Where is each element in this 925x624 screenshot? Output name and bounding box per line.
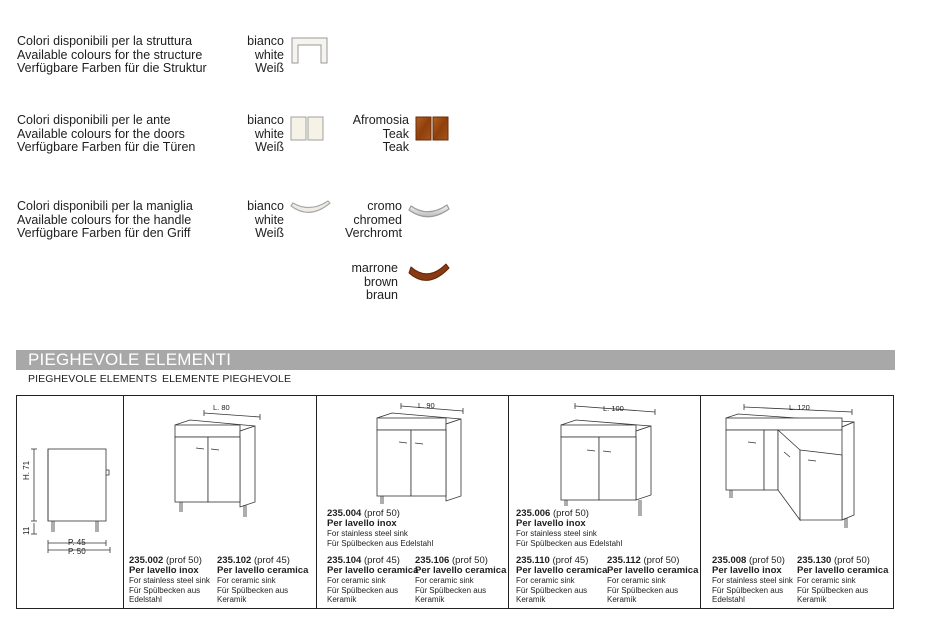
structure-white-swatch xyxy=(290,36,330,66)
product-235-102: 235.102 (prof 45) Per lavello ceramica For ceramic sink Für Spülbecken aus Keramik xyxy=(217,555,309,604)
cabinet-l90-width: L. 90 xyxy=(418,401,435,410)
handle-label: Colori disponibili per la maniglia Available colours for the handle Verfügbare Farben für den Griff xyxy=(17,199,193,240)
doors-label: Colori disponibili per le ante Available colours for the doors Verfügbare Farben für die Türen xyxy=(17,113,196,154)
handle-option-chrome-label: cromo chromed Verchromt xyxy=(345,199,402,240)
product-235-130: 235.130 (prof 50) Per lavello ceramica For ceramic sink Für Spülbecken aus Keramik xyxy=(797,555,889,604)
product-235-002: 235.002 (prof 50) Per lavello inox For stainless steel sink Für Spülbecken aus Edelstahl xyxy=(129,555,210,604)
cabinet-l90-drawing xyxy=(365,400,470,505)
cabinet-l80-width: L. 80 xyxy=(213,403,230,412)
handle-brown-swatch xyxy=(406,260,452,290)
handle-option-white-label: bianco white Weiß xyxy=(247,199,284,240)
cabinet-l120-drawing xyxy=(718,400,858,530)
table-divider xyxy=(123,395,124,609)
section-title: PIEGHEVOLE ELEMENTI xyxy=(28,350,232,369)
table-divider xyxy=(700,395,701,609)
dim-base: 11 xyxy=(22,526,31,535)
cabinet-l100-drawing xyxy=(555,400,665,520)
product-235-008: 235.008 (prof 50) Per lavello inox For stainless steel sink Für Spülbecken aus Edelstahl xyxy=(712,555,793,604)
table-divider xyxy=(316,395,317,609)
section-subtitle-de: ELEMENTE PIEGHEVOLE xyxy=(162,373,292,385)
dim-depth-45: P. 45 xyxy=(68,538,86,547)
product-235-006: 235.006 (prof 50) Per lavello inox For stainless steel sink Für Spülbecken aus Edelstahl xyxy=(516,508,623,548)
doors-teak-swatch xyxy=(415,116,451,142)
cabinet-l80-drawing xyxy=(160,400,270,520)
handle-white-swatch xyxy=(288,198,334,224)
section-banner xyxy=(16,350,895,370)
product-235-104: 235.104 (prof 45) Per lavello ceramica For ceramic sink Für Spülbecken aus Keramik xyxy=(327,555,419,604)
doors-option-white-label: bianco white Weiß xyxy=(247,113,284,154)
product-235-112: 235.112 (prof 50) Per lavello ceramica For ceramic sink Für Spülbecken aus Keramik xyxy=(607,555,699,604)
doors-white-swatch xyxy=(290,116,326,142)
table-divider xyxy=(508,395,509,609)
dim-depth-50: P. 50 xyxy=(68,547,86,556)
cabinet-l120-width: L. 120 xyxy=(789,403,810,412)
doors-option-teak-label: Afromosia Teak Teak xyxy=(352,113,409,154)
structure-option-white-label: bianco white Weiß xyxy=(247,34,284,75)
product-235-004: 235.004 (prof 50) Per lavello inox For stainless steel sink Für Spülbecken aus Edelstahl xyxy=(327,508,434,548)
section-subtitle-en: PIEGHEVOLE ELEMENTS xyxy=(28,373,158,385)
handle-chrome-swatch xyxy=(406,201,452,227)
handle-option-brown-label: marrone brown braun xyxy=(351,261,398,302)
dim-height: H. 71 xyxy=(22,460,31,480)
structure-label: Colori disponibili per la struttura Available colours for the structure Verfügbare Farben für die Struktur xyxy=(17,34,207,75)
cabinet-l100-width: L. 100 xyxy=(603,404,624,413)
product-235-106: 235.106 (prof 50) Per lavello ceramica For ceramic sink Für Spülbecken aus Keramik xyxy=(415,555,507,604)
product-235-110: 235.110 (prof 45) Per lavello ceramica For ceramic sink Für Spülbecken aus Keramik xyxy=(516,555,608,604)
